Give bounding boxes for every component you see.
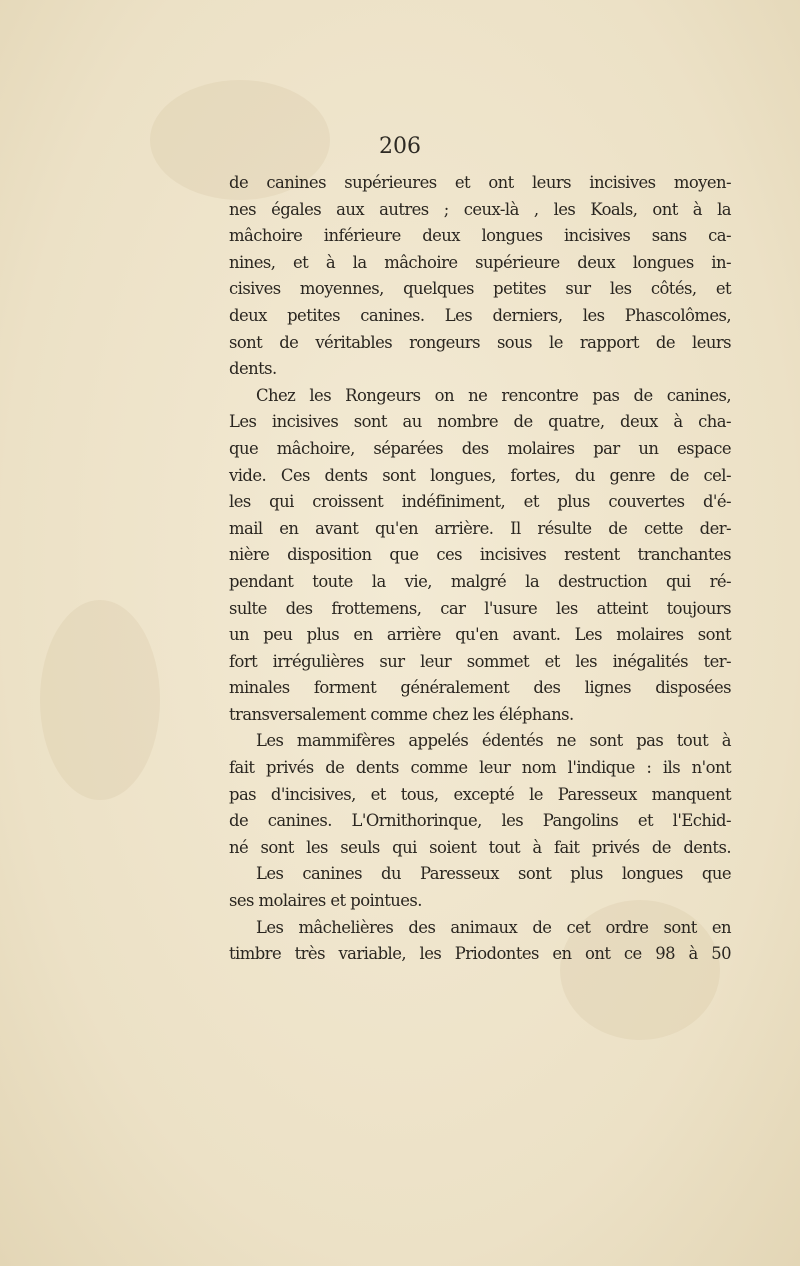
text-line: les qui croissent indéfiniment, et plus couvertes d'é- <box>229 492 731 512</box>
text-line: transversalement comme chez les éléphans. <box>229 704 574 724</box>
text-line: mâchoire inférieure deux longues incisives sans ca- <box>229 226 731 246</box>
text-line: Les incisives sont au nombre de quatre, deux à cha- <box>229 412 731 432</box>
text-line: fait privés de dents comme leur nom l'indique : ils n'ont <box>229 758 731 778</box>
text-line: Les mâchelières des animaux de cet ordre sont en <box>256 917 731 937</box>
text-line: pas d'incisives, et tous, excepté le Paresseux manquent <box>229 784 731 804</box>
text-line: vide. Ces dents sont longues, fortes, du genre de cel- <box>229 465 731 485</box>
body-text <box>229 170 731 968</box>
text-line: nines, et à la mâchoire supérieure deux longues in- <box>229 252 731 272</box>
text-line: Les mammifères appelés édentés ne sont pas tout à <box>256 731 731 751</box>
paragraph <box>229 170 731 383</box>
paragraph <box>229 861 731 914</box>
text-line: cisives moyennes, quelques petites sur les côtés, et <box>229 279 731 299</box>
page-number: 206 <box>379 134 421 159</box>
text-line: un peu plus en arrière qu'en avant. Les molaires sont <box>229 625 731 645</box>
text-line: dents. <box>229 359 277 379</box>
paragraph <box>229 915 731 968</box>
text-line: ses molaires et pointues. <box>229 891 422 911</box>
text-line: Chez les Rongeurs on ne rencontre pas de canines, <box>256 385 731 405</box>
paragraph <box>229 728 731 861</box>
paragraph <box>229 383 731 729</box>
text-line: Les canines du Paresseux sont plus longues que <box>256 864 731 884</box>
text-line: sont de véritables rongeurs sous le rapport de leurs <box>229 332 731 352</box>
text-line: nes égales aux autres ; ceux-là , les Koals, ont à la <box>229 199 731 219</box>
text-line: pendant toute la vie, malgré la destruction qui ré- <box>229 571 731 591</box>
text-line: minales forment généralement des lignes disposées <box>229 678 731 698</box>
text-line: que mâchoire, séparées des molaires par un espace <box>229 438 731 458</box>
text-line: né sont les seuls qui soient tout à fait privés de dents. <box>229 837 731 857</box>
text-line: sulte des frottemens, car l'usure les atteint toujours <box>229 598 731 618</box>
text-line: mail en avant qu'en arrière. Il résulte de cette der- <box>229 518 731 538</box>
text-line: timbre très variable, les Priodontes en ont ce 98 à 50 <box>229 944 731 964</box>
paper-stain <box>40 600 160 800</box>
text-line: nière disposition que ces incisives restent tranchantes <box>229 545 731 565</box>
text-line: fort irrégulières sur leur sommet et les inégalités ter- <box>229 651 731 671</box>
text-line: de canines supérieures et ont leurs incisives moyen- <box>229 173 731 192</box>
text-line: de canines. L'Ornithorinque, les Pangolins et l'Echid- <box>229 811 731 831</box>
text-line: deux petites canines. Les derniers, les Phascolômes, <box>229 305 731 325</box>
